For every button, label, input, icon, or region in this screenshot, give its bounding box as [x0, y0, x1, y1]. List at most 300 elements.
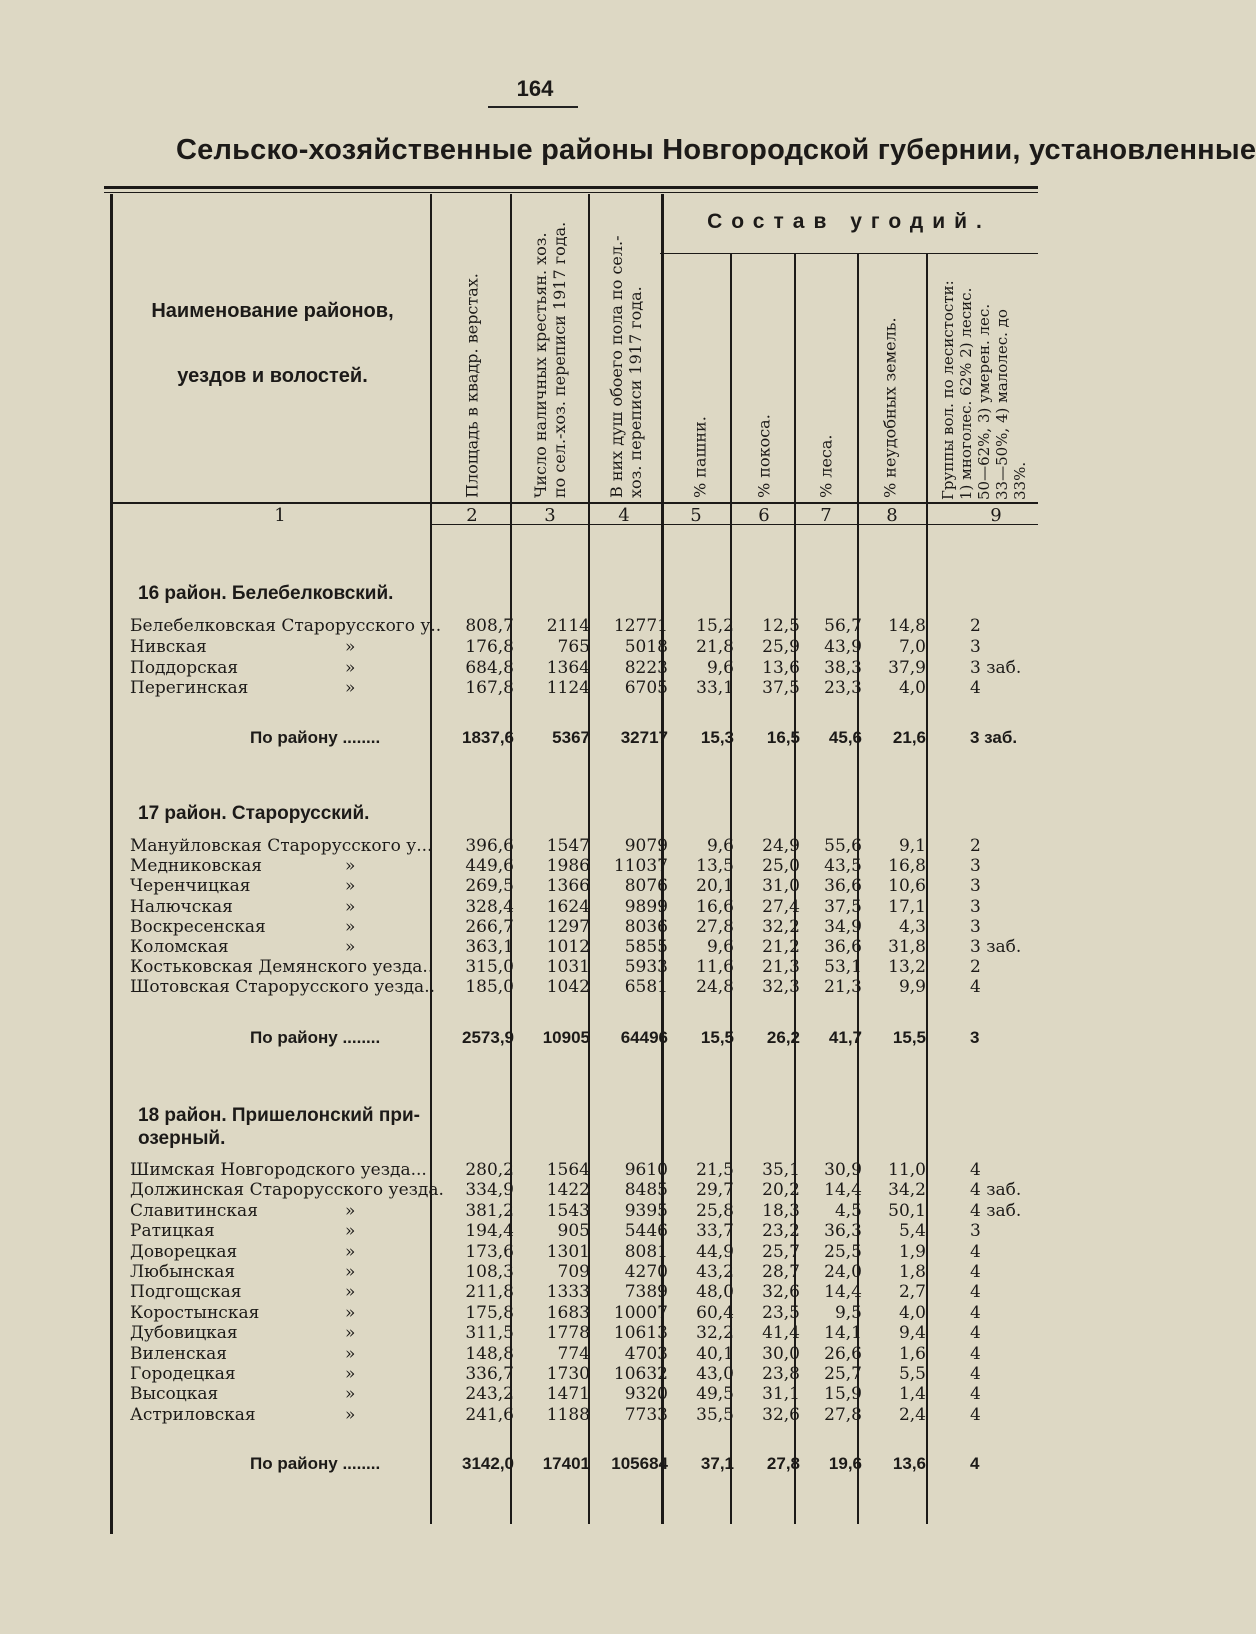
persons-cell: 9899	[624, 896, 668, 917]
persons-cell: 10613	[613, 1323, 668, 1344]
unusable-cell: 2,4	[898, 1404, 926, 1425]
volost-name-cell: Дубовицкая	[130, 1323, 238, 1344]
persons-cell: 8223	[624, 657, 668, 678]
arable-cell: 33,1	[696, 678, 734, 699]
persons-cell: 7389	[624, 1282, 668, 1303]
arable-cell: 9,6	[706, 836, 734, 856]
page-number: 164	[516, 76, 554, 101]
table-row	[0, 876, 1038, 896]
area-cell: 175,8	[465, 1302, 514, 1323]
persons-cell: 9610	[624, 1160, 668, 1180]
hay-cell: 23,8	[762, 1364, 800, 1384]
forest-cell: 30,9	[824, 1160, 862, 1180]
column-number: 1	[274, 505, 286, 526]
unusable-cell: 13,2	[888, 957, 926, 978]
column-number: 8	[886, 505, 898, 526]
ditto-mark: »	[345, 1364, 356, 1384]
name-column-header	[115, 300, 430, 388]
total-forest-group-cell: 4	[970, 1454, 980, 1473]
volost-name-cell: Медниковская	[130, 856, 263, 877]
households-cell: 2114	[546, 616, 590, 636]
forest-cell: 56,7	[824, 616, 862, 636]
households-cell: 1364	[546, 657, 590, 678]
total-label: По району ........	[250, 728, 381, 747]
hay-cell: 25,9	[762, 636, 800, 657]
households-cell: 905	[557, 1221, 590, 1242]
ditto-mark: »	[345, 636, 356, 657]
total-area-cell: 2573,9	[462, 1028, 514, 1047]
forest-group-cell: 3 заб.	[970, 937, 1022, 957]
total-forest-group-cell: 3 заб.	[970, 728, 1018, 747]
header-bottom-rule	[110, 502, 1038, 504]
households-cell: 1564	[546, 1160, 590, 1180]
forest-group-cell: 4	[970, 1262, 981, 1282]
forest-group-cell: 4	[970, 1302, 981, 1323]
ditto-mark: »	[345, 856, 356, 877]
total-households-cell: 5367	[552, 728, 590, 747]
volost-name-cell: Мануйловская Старорусского у...	[130, 836, 433, 856]
hay-cell: 13,6	[762, 657, 800, 678]
table-top-rule-thin	[104, 192, 1038, 193]
forest-cell: 25,5	[824, 1241, 862, 1262]
unusable-cell: 17,1	[888, 896, 926, 917]
unusable-cell: 10,6	[888, 876, 926, 897]
arable-cell: 25,8	[696, 1200, 734, 1221]
forest-group-cell: 4	[970, 1343, 981, 1364]
households-cell: 1624	[546, 896, 590, 917]
hay-cell: 21,3	[762, 957, 800, 978]
arable-cell: 21,5	[696, 1160, 734, 1180]
area-cell: 328,4	[465, 896, 514, 917]
page-number-rule	[488, 106, 578, 108]
forest-cell: 37,5	[824, 896, 862, 917]
forest-cell: 38,3	[824, 657, 862, 678]
area-cell: 311,5	[465, 1323, 514, 1344]
households-cell: 1012	[546, 937, 590, 957]
district-title: 16 район. Белебелковский.	[138, 583, 394, 604]
forest-cell: 26,6	[824, 1343, 862, 1364]
households-cell: 765	[557, 636, 590, 657]
forest-group-cell: 3	[970, 916, 981, 937]
hay-cell: 18,3	[762, 1200, 800, 1221]
arable-cell: 49,5	[696, 1384, 734, 1405]
volost-name-cell: Нивская	[130, 636, 207, 657]
area-cell: 108,3	[465, 1262, 514, 1282]
persons-cell: 8081	[624, 1241, 668, 1262]
forest-cell: 25,7	[824, 1364, 862, 1384]
forest-cell: 43,5	[824, 856, 862, 877]
arable-cell: 13,5	[696, 856, 734, 877]
arable-cell: 24,8	[696, 977, 734, 998]
arable-cell: 60,4	[696, 1302, 734, 1323]
arable-cell: 32,2	[696, 1323, 734, 1344]
column-number: 2	[466, 505, 478, 526]
column-header-unusable: % неудобных земель.	[880, 317, 900, 498]
forest-group-cell: 3	[970, 896, 981, 917]
area-cell: 148,8	[465, 1343, 514, 1364]
hay-cell: 41,4	[762, 1323, 800, 1344]
unusable-cell: 1,4	[898, 1384, 926, 1405]
arable-cell: 33,7	[696, 1221, 734, 1242]
total-hay-cell: 26,2	[766, 1028, 800, 1047]
persons-cell: 5018	[624, 636, 668, 657]
table-row	[0, 1180, 1038, 1200]
area-cell: 336,7	[465, 1364, 514, 1384]
total-households-cell: 17401	[542, 1454, 590, 1473]
persons-cell: 12771	[613, 616, 668, 636]
arable-cell: 29,7	[696, 1180, 734, 1201]
persons-cell: 5933	[624, 957, 668, 978]
arable-cell: 11,6	[696, 957, 734, 978]
unusable-cell: 4,0	[898, 678, 926, 699]
table-row	[0, 977, 1038, 997]
table-row	[0, 1323, 1038, 1343]
unusable-cell: 9,4	[898, 1323, 926, 1344]
district-title: 18 район. Пришелонский при- озерный.	[138, 1105, 420, 1149]
column-number: 4	[618, 505, 630, 526]
households-cell: 1301	[546, 1241, 590, 1262]
unusable-cell: 9,9	[898, 977, 926, 998]
volost-name-cell: Подгощская	[130, 1282, 242, 1303]
hay-cell: 21,2	[762, 937, 800, 957]
volost-name-cell: Перегинская	[130, 678, 249, 699]
households-cell: 709	[557, 1262, 590, 1282]
volost-name-cell: Высоцкая	[130, 1384, 219, 1405]
arable-cell: 44,9	[696, 1241, 734, 1262]
forest-group-cell: 4	[970, 1241, 981, 1262]
persons-cell: 8076	[624, 876, 668, 897]
area-cell: 211,8	[465, 1282, 514, 1303]
forest-cell: 15,9	[824, 1384, 862, 1405]
households-cell: 1986	[546, 856, 590, 877]
area-cell: 167,8	[465, 678, 514, 699]
households-cell: 1124	[546, 678, 590, 699]
hay-cell: 32,3	[762, 977, 800, 998]
unusable-cell: 5,5	[898, 1364, 926, 1384]
ditto-mark: »	[345, 1221, 356, 1242]
forest-group-cell: 2	[970, 836, 981, 856]
households-cell: 1730	[546, 1364, 590, 1384]
column-header-forest: % леса.	[816, 434, 836, 498]
forest-group-cell: 4 заб.	[970, 1200, 1022, 1221]
column-header-persons: В них душ обоего пола по сел.- хоз. переписи 1917 года.	[607, 235, 645, 498]
households-cell: 1547	[546, 836, 590, 856]
total-forest-cell: 19,6	[828, 1454, 862, 1473]
forest-group-cell: 4	[970, 1384, 981, 1405]
column-header-forest-groups: Группы вол. по лесистости: 1) многолес. 62% 2) лесис. 50—62%, 3) умерен. лес. 33—50%, 4) малолес. до 33%.	[939, 280, 1029, 500]
ditto-mark: »	[345, 1302, 356, 1323]
total-unusable-cell: 15,5	[892, 1028, 926, 1047]
persons-cell: 5446	[624, 1221, 668, 1242]
households-cell: 1366	[546, 876, 590, 897]
table-top-rule	[104, 186, 1038, 189]
column-number: 3	[544, 505, 556, 526]
hay-cell: 37,5	[762, 678, 800, 699]
volost-name-cell: Костьковская Демянского уезда..	[130, 957, 434, 978]
persons-cell: 6705	[624, 678, 668, 699]
district-total-row	[0, 728, 1038, 748]
forest-cell: 21,3	[824, 977, 862, 998]
forest-cell: 14,4	[824, 1282, 862, 1303]
ditto-mark: »	[345, 937, 356, 957]
column-header-land-group: Состав угодий.	[707, 210, 991, 233]
district-total-row	[0, 1454, 1038, 1474]
households-cell: 1471	[546, 1384, 590, 1405]
persons-cell: 6581	[624, 977, 668, 998]
ditto-mark: »	[345, 1343, 356, 1364]
column-number: 7	[820, 505, 832, 526]
page-title: Сельско-хозяйственные районы Новгородской губернии, установленные	[176, 134, 1256, 166]
forest-group-cell: 4 заб.	[970, 1180, 1022, 1201]
households-cell: 1683	[546, 1302, 590, 1323]
households-cell: 1031	[546, 957, 590, 978]
forest-group-cell: 4	[970, 1160, 981, 1180]
households-cell: 1297	[546, 916, 590, 937]
unusable-cell: 37,9	[888, 657, 926, 678]
table-row	[0, 1405, 1038, 1425]
table-row	[0, 937, 1038, 957]
unusable-cell: 1,9	[898, 1241, 926, 1262]
persons-cell: 10632	[613, 1364, 668, 1384]
hay-cell: 31,0	[762, 876, 800, 897]
name-column-header-line2: уездов и волостей.	[177, 365, 368, 387]
volost-name-cell: Должинская Старорусского уезда.	[130, 1180, 444, 1201]
unusable-cell: 2,7	[898, 1282, 926, 1303]
forest-group-cell: 4	[970, 977, 981, 998]
unusable-cell: 14,8	[888, 616, 926, 636]
hay-cell: 27,4	[762, 896, 800, 917]
forest-cell: 36,3	[824, 1221, 862, 1242]
ditto-mark: »	[345, 1404, 356, 1425]
households-cell: 1778	[546, 1323, 590, 1344]
total-persons-cell: 32717	[620, 728, 668, 747]
total-hay-cell: 27,8	[766, 1454, 800, 1473]
unusable-cell: 34,2	[888, 1180, 926, 1201]
volost-name-cell: Виленская	[130, 1343, 228, 1364]
volost-name-cell: Любынская	[130, 1262, 236, 1282]
table-row	[0, 957, 1038, 977]
unusable-cell: 5,4	[898, 1221, 926, 1242]
table-row	[0, 1303, 1038, 1323]
area-cell: 194,4	[465, 1221, 514, 1242]
persons-cell: 4703	[624, 1343, 668, 1364]
unusable-cell: 11,0	[888, 1160, 926, 1180]
colnum-bottom-rule	[430, 524, 1038, 525]
households-cell: 1188	[546, 1404, 590, 1425]
table-row	[0, 1384, 1038, 1404]
arable-cell: 16,6	[696, 896, 734, 917]
table-row	[0, 1201, 1038, 1221]
forest-cell: 53,1	[824, 957, 862, 978]
volost-name-cell: Поддорская	[130, 657, 239, 678]
total-arable-cell: 15,3	[700, 728, 734, 747]
table-row	[0, 1262, 1038, 1282]
ditto-mark: »	[345, 916, 356, 937]
forest-cell: 36,6	[824, 876, 862, 897]
persons-cell: 9395	[624, 1200, 668, 1221]
ditto-mark: »	[345, 876, 356, 897]
persons-cell: 11037	[613, 856, 668, 877]
hay-cell: 32,2	[762, 916, 800, 937]
ditto-mark: »	[345, 678, 356, 699]
households-cell: 1543	[546, 1200, 590, 1221]
volost-name-cell: Белебелковская Старорусского у..	[130, 616, 442, 636]
area-cell: 363,1	[465, 937, 514, 957]
ditto-mark: »	[345, 896, 356, 917]
hay-cell: 32,6	[762, 1404, 800, 1425]
area-cell: 315,0	[465, 957, 514, 978]
column-number: 9	[990, 505, 1002, 526]
unusable-cell: 50,1	[888, 1200, 926, 1221]
column-header-area: Площадь в квадр. верстах.	[462, 273, 482, 498]
hay-cell: 35,1	[762, 1160, 800, 1180]
area-cell: 185,0	[465, 977, 514, 998]
arable-cell: 9,6	[706, 657, 734, 678]
arable-cell: 9,6	[706, 937, 734, 957]
area-cell: 381,2	[465, 1200, 514, 1221]
ditto-mark: »	[345, 1200, 356, 1221]
hay-cell: 12,5	[762, 616, 800, 636]
arable-cell: 40,1	[696, 1343, 734, 1364]
ditto-mark: »	[345, 1384, 356, 1405]
volost-name-cell: Черенчицкая	[130, 876, 251, 897]
arable-cell: 15,2	[696, 616, 734, 636]
table-row	[0, 856, 1038, 876]
total-arable-cell: 37,1	[700, 1454, 734, 1473]
area-cell: 176,8	[465, 636, 514, 657]
table-row	[0, 897, 1038, 917]
volost-name-cell: Коломская	[130, 937, 229, 957]
hay-cell: 23,2	[762, 1221, 800, 1242]
area-cell: 280,2	[465, 1160, 514, 1180]
total-persons-cell: 64496	[620, 1028, 668, 1047]
forest-group-cell: 3	[970, 636, 981, 657]
forest-cell: 27,8	[824, 1404, 862, 1425]
total-area-cell: 1837,6	[462, 728, 514, 747]
arable-cell: 35,5	[696, 1404, 734, 1425]
forest-cell: 55,6	[824, 836, 862, 856]
persons-cell: 4270	[624, 1262, 668, 1282]
hay-cell: 25,0	[762, 856, 800, 877]
hay-cell: 24,9	[762, 836, 800, 856]
households-cell: 1422	[546, 1180, 590, 1201]
arable-cell: 21,8	[696, 636, 734, 657]
total-forest-group-cell: 3	[970, 1028, 980, 1047]
forest-group-cell: 2	[970, 957, 981, 978]
table-row	[0, 616, 1038, 636]
table-row	[0, 1242, 1038, 1262]
volost-name-cell: Астриловская	[130, 1404, 256, 1425]
ditto-mark: »	[345, 1241, 356, 1262]
hay-cell: 31,1	[762, 1384, 800, 1405]
ditto-mark: »	[345, 1282, 356, 1303]
area-cell: 243,2	[465, 1384, 514, 1405]
table-row	[0, 1160, 1038, 1180]
table-row	[0, 1344, 1038, 1364]
volost-name-cell: Городецкая	[130, 1364, 236, 1384]
table-row	[0, 1221, 1038, 1241]
forest-group-cell: 3	[970, 856, 981, 877]
area-cell: 808,7	[465, 616, 514, 636]
hay-cell: 23,5	[762, 1302, 800, 1323]
total-label: По району ........	[250, 1454, 381, 1473]
arable-cell: 48,0	[696, 1282, 734, 1303]
volost-name-cell: Славитинская	[130, 1200, 258, 1221]
area-cell: 334,9	[465, 1180, 514, 1201]
forest-cell: 14,4	[824, 1180, 862, 1201]
total-unusable-cell: 13,6	[892, 1454, 926, 1473]
forest-cell: 43,9	[824, 636, 862, 657]
households-cell: 774	[557, 1343, 590, 1364]
hay-cell: 28,7	[762, 1262, 800, 1282]
area-cell: 449,6	[465, 856, 514, 877]
unusable-cell: 16,8	[888, 856, 926, 877]
unusable-cell: 4,3	[898, 916, 926, 937]
volost-name-cell: Шотовская Старорусского уезда..	[130, 977, 435, 998]
column-header-households: Число наличных крестьян. хоз. по сел.-хоз. переписи 1917 года.	[531, 221, 569, 498]
unusable-cell: 31,8	[888, 937, 926, 957]
volost-name-cell: Доворецкая	[130, 1241, 238, 1262]
households-cell: 1042	[546, 977, 590, 998]
hay-cell: 20,2	[762, 1180, 800, 1201]
forest-cell: 24,0	[824, 1262, 862, 1282]
ditto-mark: »	[345, 1323, 356, 1344]
total-hay-cell: 16,5	[766, 728, 800, 747]
table-row	[0, 678, 1038, 698]
unusable-cell: 7,0	[898, 636, 926, 657]
total-households-cell: 10905	[542, 1028, 590, 1047]
volost-name-cell: Воскресенская	[130, 916, 266, 937]
forest-group-cell: 3 заб.	[970, 657, 1022, 678]
group-header-rule	[660, 253, 1038, 254]
volost-name-cell: Шимская Новгородского уезда...	[130, 1160, 427, 1180]
total-area-cell: 3142,0	[462, 1454, 514, 1473]
unusable-cell: 4,0	[898, 1302, 926, 1323]
total-forest-cell: 41,7	[828, 1028, 862, 1047]
persons-cell: 5855	[624, 937, 668, 957]
ditto-mark: »	[345, 657, 356, 678]
forest-group-cell: 4	[970, 1404, 981, 1425]
total-unusable-cell: 21,6	[892, 728, 926, 747]
district-total-row	[0, 1028, 1038, 1048]
hay-cell: 30,0	[762, 1343, 800, 1364]
forest-group-cell: 3	[970, 876, 981, 897]
arable-cell: 27,8	[696, 916, 734, 937]
persons-cell: 9079	[624, 836, 668, 856]
persons-cell: 8485	[624, 1180, 668, 1201]
forest-cell: 36,6	[824, 937, 862, 957]
column-header-arable: % пашни.	[690, 416, 710, 498]
forest-cell: 23,3	[824, 678, 862, 699]
hay-cell: 25,7	[762, 1241, 800, 1262]
column-number: 5	[690, 505, 702, 526]
volost-name-cell: Налючская	[130, 896, 233, 917]
persons-cell: 8036	[624, 916, 668, 937]
area-cell: 173,6	[465, 1241, 514, 1262]
forest-group-cell: 3	[970, 1221, 981, 1242]
households-cell: 1333	[546, 1282, 590, 1303]
forest-cell: 4,5	[834, 1200, 862, 1221]
ditto-mark: »	[345, 1262, 356, 1282]
volost-name-cell: Ратицкая	[130, 1221, 215, 1242]
total-label: По району ........	[250, 1028, 381, 1047]
table-row	[0, 1282, 1038, 1302]
total-arable-cell: 15,5	[700, 1028, 734, 1047]
name-column-header-line1: Наименование районов,	[151, 300, 394, 322]
forest-cell: 9,5	[834, 1302, 862, 1323]
hay-cell: 32,6	[762, 1282, 800, 1303]
persons-cell: 9320	[624, 1384, 668, 1405]
